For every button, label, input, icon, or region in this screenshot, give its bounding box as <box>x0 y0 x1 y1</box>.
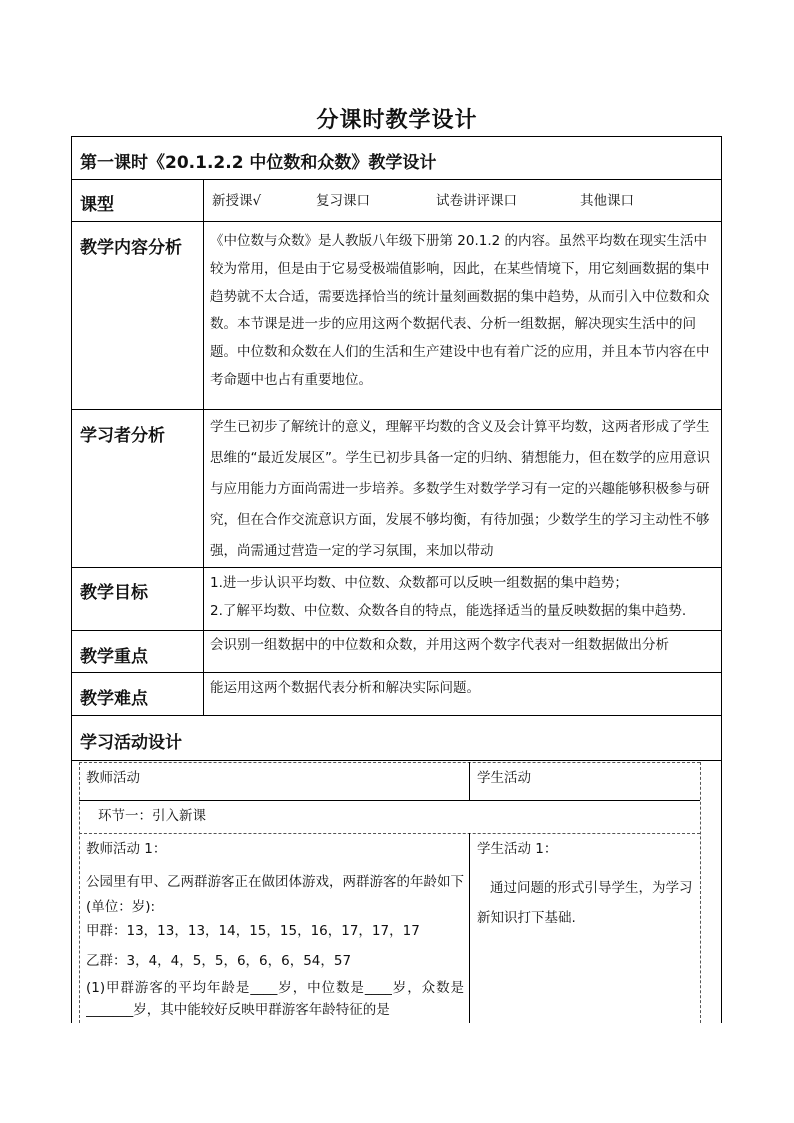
teacher-header: 教师活动 <box>86 770 140 786</box>
row-label-learner-analysis: 学习者分析 <box>80 426 165 446</box>
key-points-text: 会识别一组数据中的中位数和众数，并用这两个数字代表对一组数据做出分析 <box>210 637 669 653</box>
activity-dashed-top <box>79 762 700 763</box>
page-title: 分课时教学设计 <box>316 108 478 133</box>
row-divider <box>71 672 722 673</box>
row-divider <box>71 567 722 568</box>
goal-item-2: 2.了解平均数、中位数、众数各自的特点，能选择适当的量反映数据的集中趋势. <box>210 603 687 619</box>
activity-section-label: 学习活动设计 <box>80 733 182 753</box>
activity-right-dashed <box>700 762 701 1023</box>
activity-col-divider-bottom <box>469 833 470 1023</box>
label-column-divider <box>203 179 204 715</box>
step-1-label: 环节一：引入新课 <box>98 808 206 824</box>
row-divider <box>71 409 722 410</box>
student-activity-1-text: 通过问题的形式引导学生，为学习新知识打下基础. <box>477 880 693 926</box>
lesson-type-option-test: 试卷讲评课口 <box>436 193 517 209</box>
table-border-top <box>71 136 722 137</box>
difficulties-text: 能运用这两个数据代表分析和解决实际问题。 <box>210 680 480 696</box>
goal-item-1: 1.进一步认识平均数、中位数、众数都可以反映一组数据的集中趋势； <box>210 575 628 591</box>
row-label-difficulties: 教学难点 <box>80 689 148 709</box>
question-1: (1)甲群游客的平均年龄是____岁，中位数是____岁，众数是_______岁，其中能较好反映甲群游客年龄特征的是 <box>86 980 464 1018</box>
teacher-activity-1-title: 教师活动 1： <box>86 841 167 857</box>
row-divider <box>71 715 722 716</box>
row-divider <box>71 760 722 761</box>
activity-step-divider <box>79 833 700 834</box>
lesson-type-option-new: 新授课√ <box>212 193 262 209</box>
group-b-ages: 乙群：3，4，4，5，5，6，6，6，54，57 <box>86 953 352 969</box>
row-label-goals: 教学目标 <box>80 583 148 603</box>
activity-left-dashed <box>79 762 80 1023</box>
row-divider <box>71 179 722 180</box>
teacher-activity-1-intro: 公园里有甲、乙两群游客正在做团体游戏，两群游客的年龄如下(单位：岁): <box>86 874 464 915</box>
student-header: 学生活动 <box>477 770 531 786</box>
lesson-type-option-other: 其他课口 <box>580 193 634 209</box>
table-border-left <box>71 136 72 1023</box>
row-divider <box>71 630 722 631</box>
row-label-key-points: 教学重点 <box>80 647 148 667</box>
row-divider <box>71 221 722 222</box>
activity-col-divider-top <box>469 762 470 800</box>
content-analysis-text: 《中位数与众数》是人教版八年级下册第 20.1.2 的内容。虽然平均数在现实生活中较为常用，但是由于它易受极端值影响，因此，在某些情境下，用它刻画数据的集中趋势就不太合适，需要选择恰当的统计量刻画数据的集中趋势，从而引入中位数和众数。本节课是进一步的应用这两个数据代表、分析一组数据，解决现实生活中的问题。中位数和众数在人们的生活和生产建设中也有着广泛的应用，并且本节内容在中考命题中也占有重要地位。 <box>210 233 710 388</box>
row-label-content-analysis: 教学内容分析 <box>80 238 182 258</box>
lesson-title: 第一课时《20.1.2.2 中位数和众数》教学设计 <box>80 153 437 173</box>
row-label-type: 课型 <box>80 195 114 215</box>
lesson-type-option-review: 复习课口 <box>316 193 370 209</box>
table-border-right <box>721 136 722 1023</box>
activity-header-divider <box>79 800 700 801</box>
group-a-ages: 甲群：13，13，13，14，15，15，16，17，17，17 <box>86 923 420 939</box>
learner-analysis-text: 学生已初步了解统计的意义，理解平均数的含义及会计算平均数，这两者形成了学生思维的“最近发展区”。学生已初步具备一定的归纳、猜想能力，但在数学的应用意识与应用能力方面尚需进一步培养。多数学生对数学学习有一定的兴趣能够积极参与研究，但在合作交流意识方面，发展不够均衡，有待加强；少数学生的学习主动性不够强，尚需通过营造一定的学习氛围，来加以带动 <box>210 419 710 559</box>
student-activity-1-title: 学生活动 1： <box>477 841 558 857</box>
